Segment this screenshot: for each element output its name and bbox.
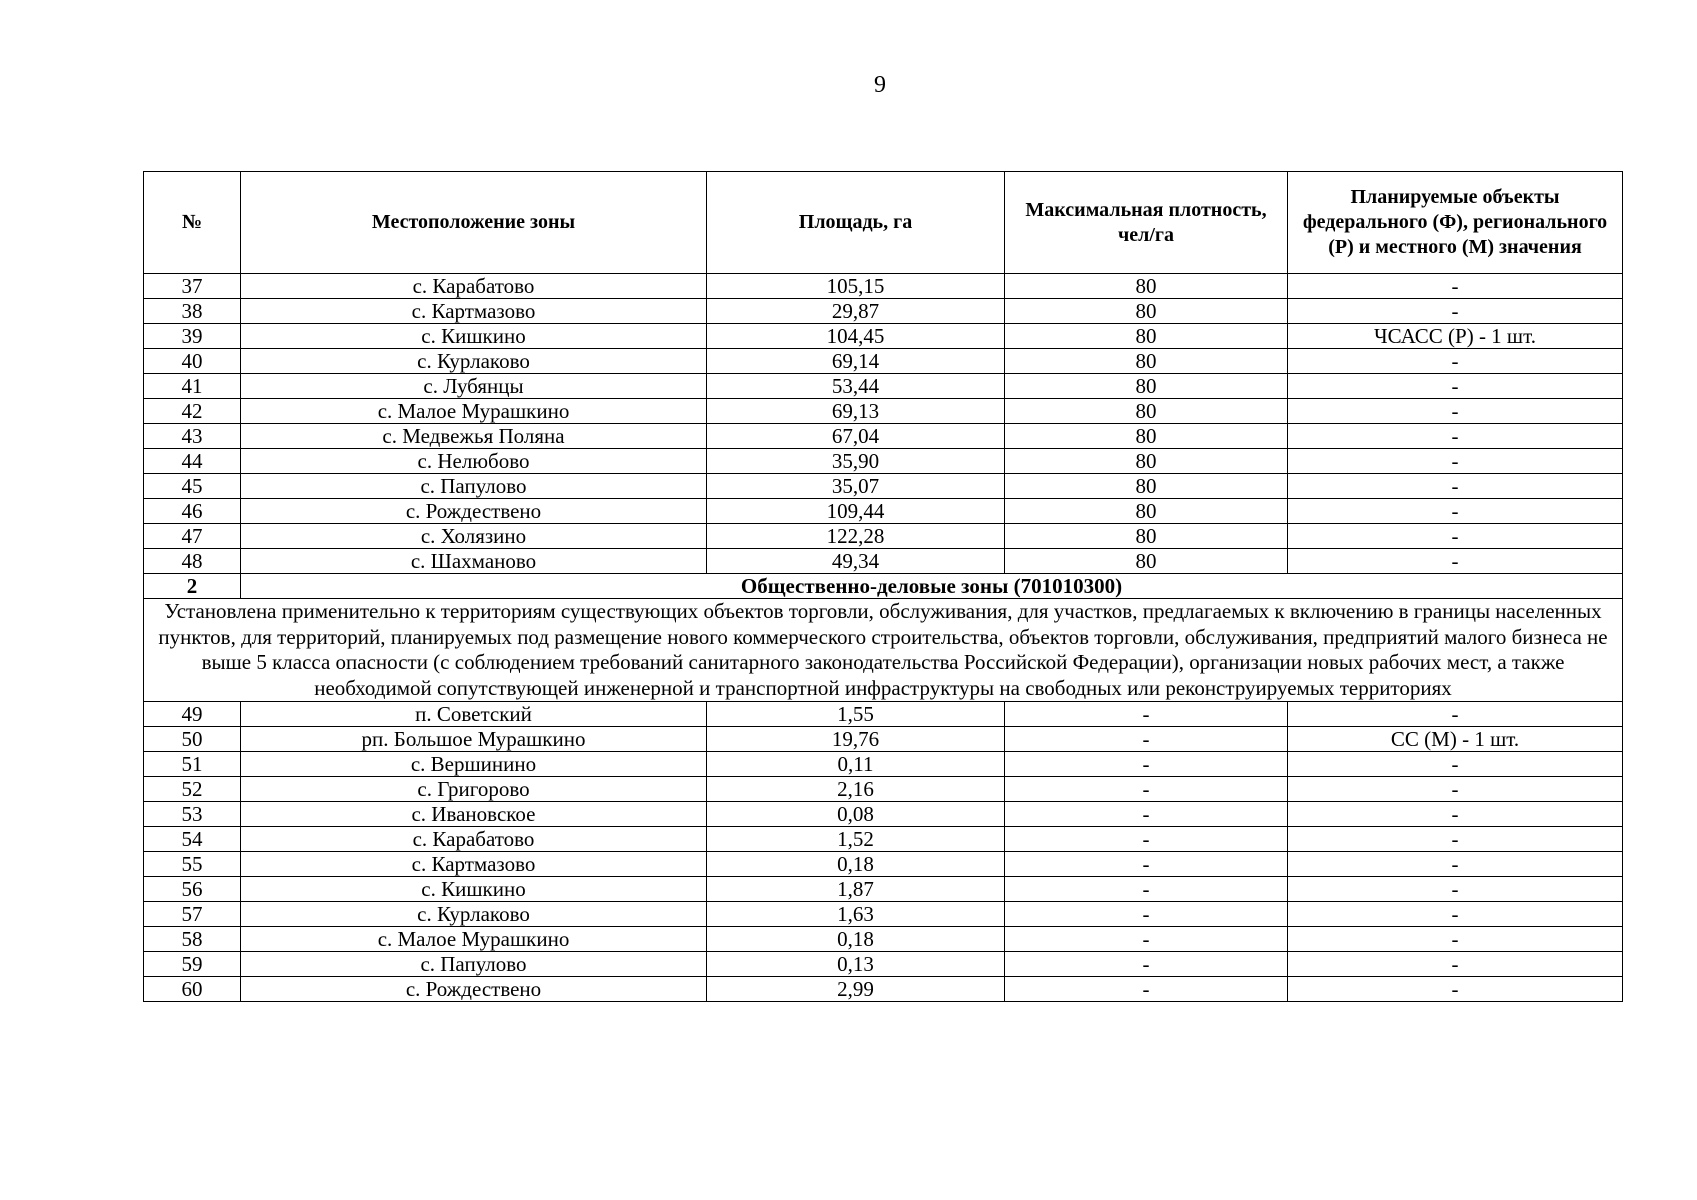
- cell-num: 60: [144, 977, 241, 1002]
- cell-num: 59: [144, 952, 241, 977]
- table-row: [144, 802, 1623, 827]
- cell-num: 49: [144, 702, 241, 727]
- table-row: [144, 977, 1623, 1002]
- table-row: [144, 702, 1623, 727]
- table-row: [144, 952, 1623, 977]
- cell-objects: -: [1288, 374, 1623, 399]
- cell-num: 57: [144, 902, 241, 927]
- cell-area: 0,18: [707, 852, 1005, 877]
- table-row: [144, 424, 1623, 449]
- cell-objects: -: [1288, 702, 1623, 727]
- cell-area: 1,63: [707, 902, 1005, 927]
- table-row: [144, 399, 1623, 424]
- cell-objects: -: [1288, 524, 1623, 549]
- cell-objects: -: [1288, 449, 1623, 474]
- cell-location: с. Вершинино: [241, 752, 707, 777]
- cell-location: с. Григорово: [241, 777, 707, 802]
- cell-location: с. Нелюбово: [241, 449, 707, 474]
- cell-num: 43: [144, 424, 241, 449]
- cell-objects: -: [1288, 802, 1623, 827]
- table-row: [144, 324, 1623, 349]
- cell-location: с. Медвежья Поляна: [241, 424, 707, 449]
- cell-location: с. Кишкино: [241, 877, 707, 902]
- cell-location: с. Рождествено: [241, 977, 707, 1002]
- cell-objects: -: [1288, 952, 1623, 977]
- section-title-row: [144, 574, 1623, 599]
- cell-location: с. Холязино: [241, 524, 707, 549]
- section-description-row: [144, 599, 1623, 702]
- cell-num: 46: [144, 499, 241, 524]
- cell-objects: -: [1288, 274, 1623, 299]
- cell-area: 49,34: [707, 549, 1005, 574]
- table-body-residential: [144, 274, 1623, 574]
- cell-num: 41: [144, 374, 241, 399]
- cell-num: 55: [144, 852, 241, 877]
- cell-density: 80: [1005, 424, 1288, 449]
- table-row: [144, 299, 1623, 324]
- table-row: [144, 499, 1623, 524]
- header-area: Площадь, га: [707, 172, 1005, 274]
- table-row: [144, 349, 1623, 374]
- cell-area: 69,13: [707, 399, 1005, 424]
- cell-location: с. Карабатово: [241, 274, 707, 299]
- cell-location: с. Картмазово: [241, 852, 707, 877]
- table-row: [144, 777, 1623, 802]
- cell-density: 80: [1005, 299, 1288, 324]
- cell-objects: -: [1288, 399, 1623, 424]
- cell-objects: -: [1288, 827, 1623, 852]
- cell-num: 38: [144, 299, 241, 324]
- cell-location: с. Рождествено: [241, 499, 707, 524]
- cell-objects: -: [1288, 877, 1623, 902]
- cell-area: 1,87: [707, 877, 1005, 902]
- cell-location: с. Папулово: [241, 474, 707, 499]
- section-title: Общественно-деловые зоны (701010300): [241, 574, 1623, 599]
- cell-area: 29,87: [707, 299, 1005, 324]
- table-row: [144, 474, 1623, 499]
- table-body-business: [144, 702, 1623, 1002]
- cell-density: 80: [1005, 474, 1288, 499]
- cell-num: 44: [144, 449, 241, 474]
- cell-location: с. Курлаково: [241, 902, 707, 927]
- section-description: Установлена применительно к территориям существующих объектов торговли, обслуживания, для участков, предлагаемых к включению в границы населенных пунктов, для территорий, планируемых под размещение нового коммерческого строительства, объектов торговли, обслуживания, предприятий малого бизнеса не выше 5 класса опасности (с соблюдением требований санитарного законодательства Российской Федерации), организации новых рабочих мест, а также необходимой сопутствующей инженерной и транспортной инфраструктуры на свободных или реконструируемых территориях: [144, 599, 1623, 702]
- cell-density: -: [1005, 902, 1288, 927]
- cell-density: -: [1005, 852, 1288, 877]
- cell-area: 1,52: [707, 827, 1005, 852]
- cell-objects: -: [1288, 902, 1623, 927]
- page-number: 9: [874, 72, 886, 98]
- cell-density: -: [1005, 777, 1288, 802]
- cell-area: 2,99: [707, 977, 1005, 1002]
- header-location: Местоположение зоны: [241, 172, 707, 274]
- cell-num: 53: [144, 802, 241, 827]
- header-objects: Планируемые объекты федерального (Ф), регионального (Р) и местного (М) значения: [1288, 172, 1623, 274]
- zones-table: [143, 171, 1623, 1002]
- table-row: [144, 752, 1623, 777]
- cell-location: с. Лубянцы: [241, 374, 707, 399]
- table-row: [144, 727, 1623, 752]
- cell-area: 69,14: [707, 349, 1005, 374]
- cell-area: 109,44: [707, 499, 1005, 524]
- cell-area: 122,28: [707, 524, 1005, 549]
- cell-density: 80: [1005, 549, 1288, 574]
- table-row: [144, 852, 1623, 877]
- cell-num: 42: [144, 399, 241, 424]
- cell-num: 39: [144, 324, 241, 349]
- cell-area: 0,11: [707, 752, 1005, 777]
- cell-density: 80: [1005, 274, 1288, 299]
- cell-area: 1,55: [707, 702, 1005, 727]
- cell-density: 80: [1005, 324, 1288, 349]
- cell-objects: -: [1288, 927, 1623, 952]
- cell-num: 48: [144, 549, 241, 574]
- section-business-zones: [144, 574, 1623, 702]
- cell-density: -: [1005, 752, 1288, 777]
- cell-objects: -: [1288, 349, 1623, 374]
- table-row: [144, 374, 1623, 399]
- table-row: [144, 877, 1623, 902]
- cell-area: 35,90: [707, 449, 1005, 474]
- header-num: №: [144, 172, 241, 274]
- table-row: [144, 274, 1623, 299]
- cell-location: рп. Большое Мурашкино: [241, 727, 707, 752]
- cell-objects: -: [1288, 977, 1623, 1002]
- cell-density: -: [1005, 977, 1288, 1002]
- cell-objects: ЧСАСС (Р) - 1 шт.: [1288, 324, 1623, 349]
- cell-density: 80: [1005, 374, 1288, 399]
- cell-objects: -: [1288, 777, 1623, 802]
- table-row: [144, 927, 1623, 952]
- section-num: 2: [144, 574, 241, 599]
- cell-area: 105,15: [707, 274, 1005, 299]
- cell-location: п. Советский: [241, 702, 707, 727]
- cell-density: 80: [1005, 349, 1288, 374]
- cell-location: с. Шахманово: [241, 549, 707, 574]
- cell-objects: -: [1288, 474, 1623, 499]
- cell-density: -: [1005, 927, 1288, 952]
- cell-area: 0,13: [707, 952, 1005, 977]
- cell-area: 2,16: [707, 777, 1005, 802]
- cell-num: 37: [144, 274, 241, 299]
- cell-location: с. Картмазово: [241, 299, 707, 324]
- cell-density: 80: [1005, 399, 1288, 424]
- table-row: [144, 549, 1623, 574]
- cell-location: с. Курлаково: [241, 349, 707, 374]
- header-density: Максимальная плотность, чел/га: [1005, 172, 1288, 274]
- cell-num: 51: [144, 752, 241, 777]
- cell-location: с. Кишкино: [241, 324, 707, 349]
- cell-num: 50: [144, 727, 241, 752]
- cell-objects: -: [1288, 299, 1623, 324]
- cell-area: 0,18: [707, 927, 1005, 952]
- cell-density: -: [1005, 827, 1288, 852]
- cell-density: 80: [1005, 524, 1288, 549]
- cell-objects: -: [1288, 424, 1623, 449]
- table-row: [144, 902, 1623, 927]
- cell-density: -: [1005, 802, 1288, 827]
- cell-objects: СС (М) - 1 шт.: [1288, 727, 1623, 752]
- table-row: [144, 449, 1623, 474]
- cell-area: 19,76: [707, 727, 1005, 752]
- cell-density: -: [1005, 877, 1288, 902]
- cell-density: 80: [1005, 449, 1288, 474]
- cell-num: 56: [144, 877, 241, 902]
- cell-density: -: [1005, 702, 1288, 727]
- cell-location: с. Малое Мурашкино: [241, 927, 707, 952]
- cell-objects: -: [1288, 752, 1623, 777]
- cell-objects: -: [1288, 549, 1623, 574]
- table-row: [144, 524, 1623, 549]
- table-header-row: [144, 172, 1623, 274]
- table-row: [144, 827, 1623, 852]
- cell-density: -: [1005, 952, 1288, 977]
- cell-num: 45: [144, 474, 241, 499]
- cell-num: 47: [144, 524, 241, 549]
- cell-area: 67,04: [707, 424, 1005, 449]
- cell-num: 58: [144, 927, 241, 952]
- cell-num: 40: [144, 349, 241, 374]
- cell-objects: -: [1288, 499, 1623, 524]
- cell-density: 80: [1005, 499, 1288, 524]
- cell-area: 53,44: [707, 374, 1005, 399]
- cell-area: 35,07: [707, 474, 1005, 499]
- cell-area: 0,08: [707, 802, 1005, 827]
- cell-objects: -: [1288, 852, 1623, 877]
- cell-location: с. Папулово: [241, 952, 707, 977]
- cell-location: с. Ивановское: [241, 802, 707, 827]
- cell-location: с. Малое Мурашкино: [241, 399, 707, 424]
- cell-num: 52: [144, 777, 241, 802]
- cell-num: 54: [144, 827, 241, 852]
- cell-location: с. Карабатово: [241, 827, 707, 852]
- cell-area: 104,45: [707, 324, 1005, 349]
- cell-density: -: [1005, 727, 1288, 752]
